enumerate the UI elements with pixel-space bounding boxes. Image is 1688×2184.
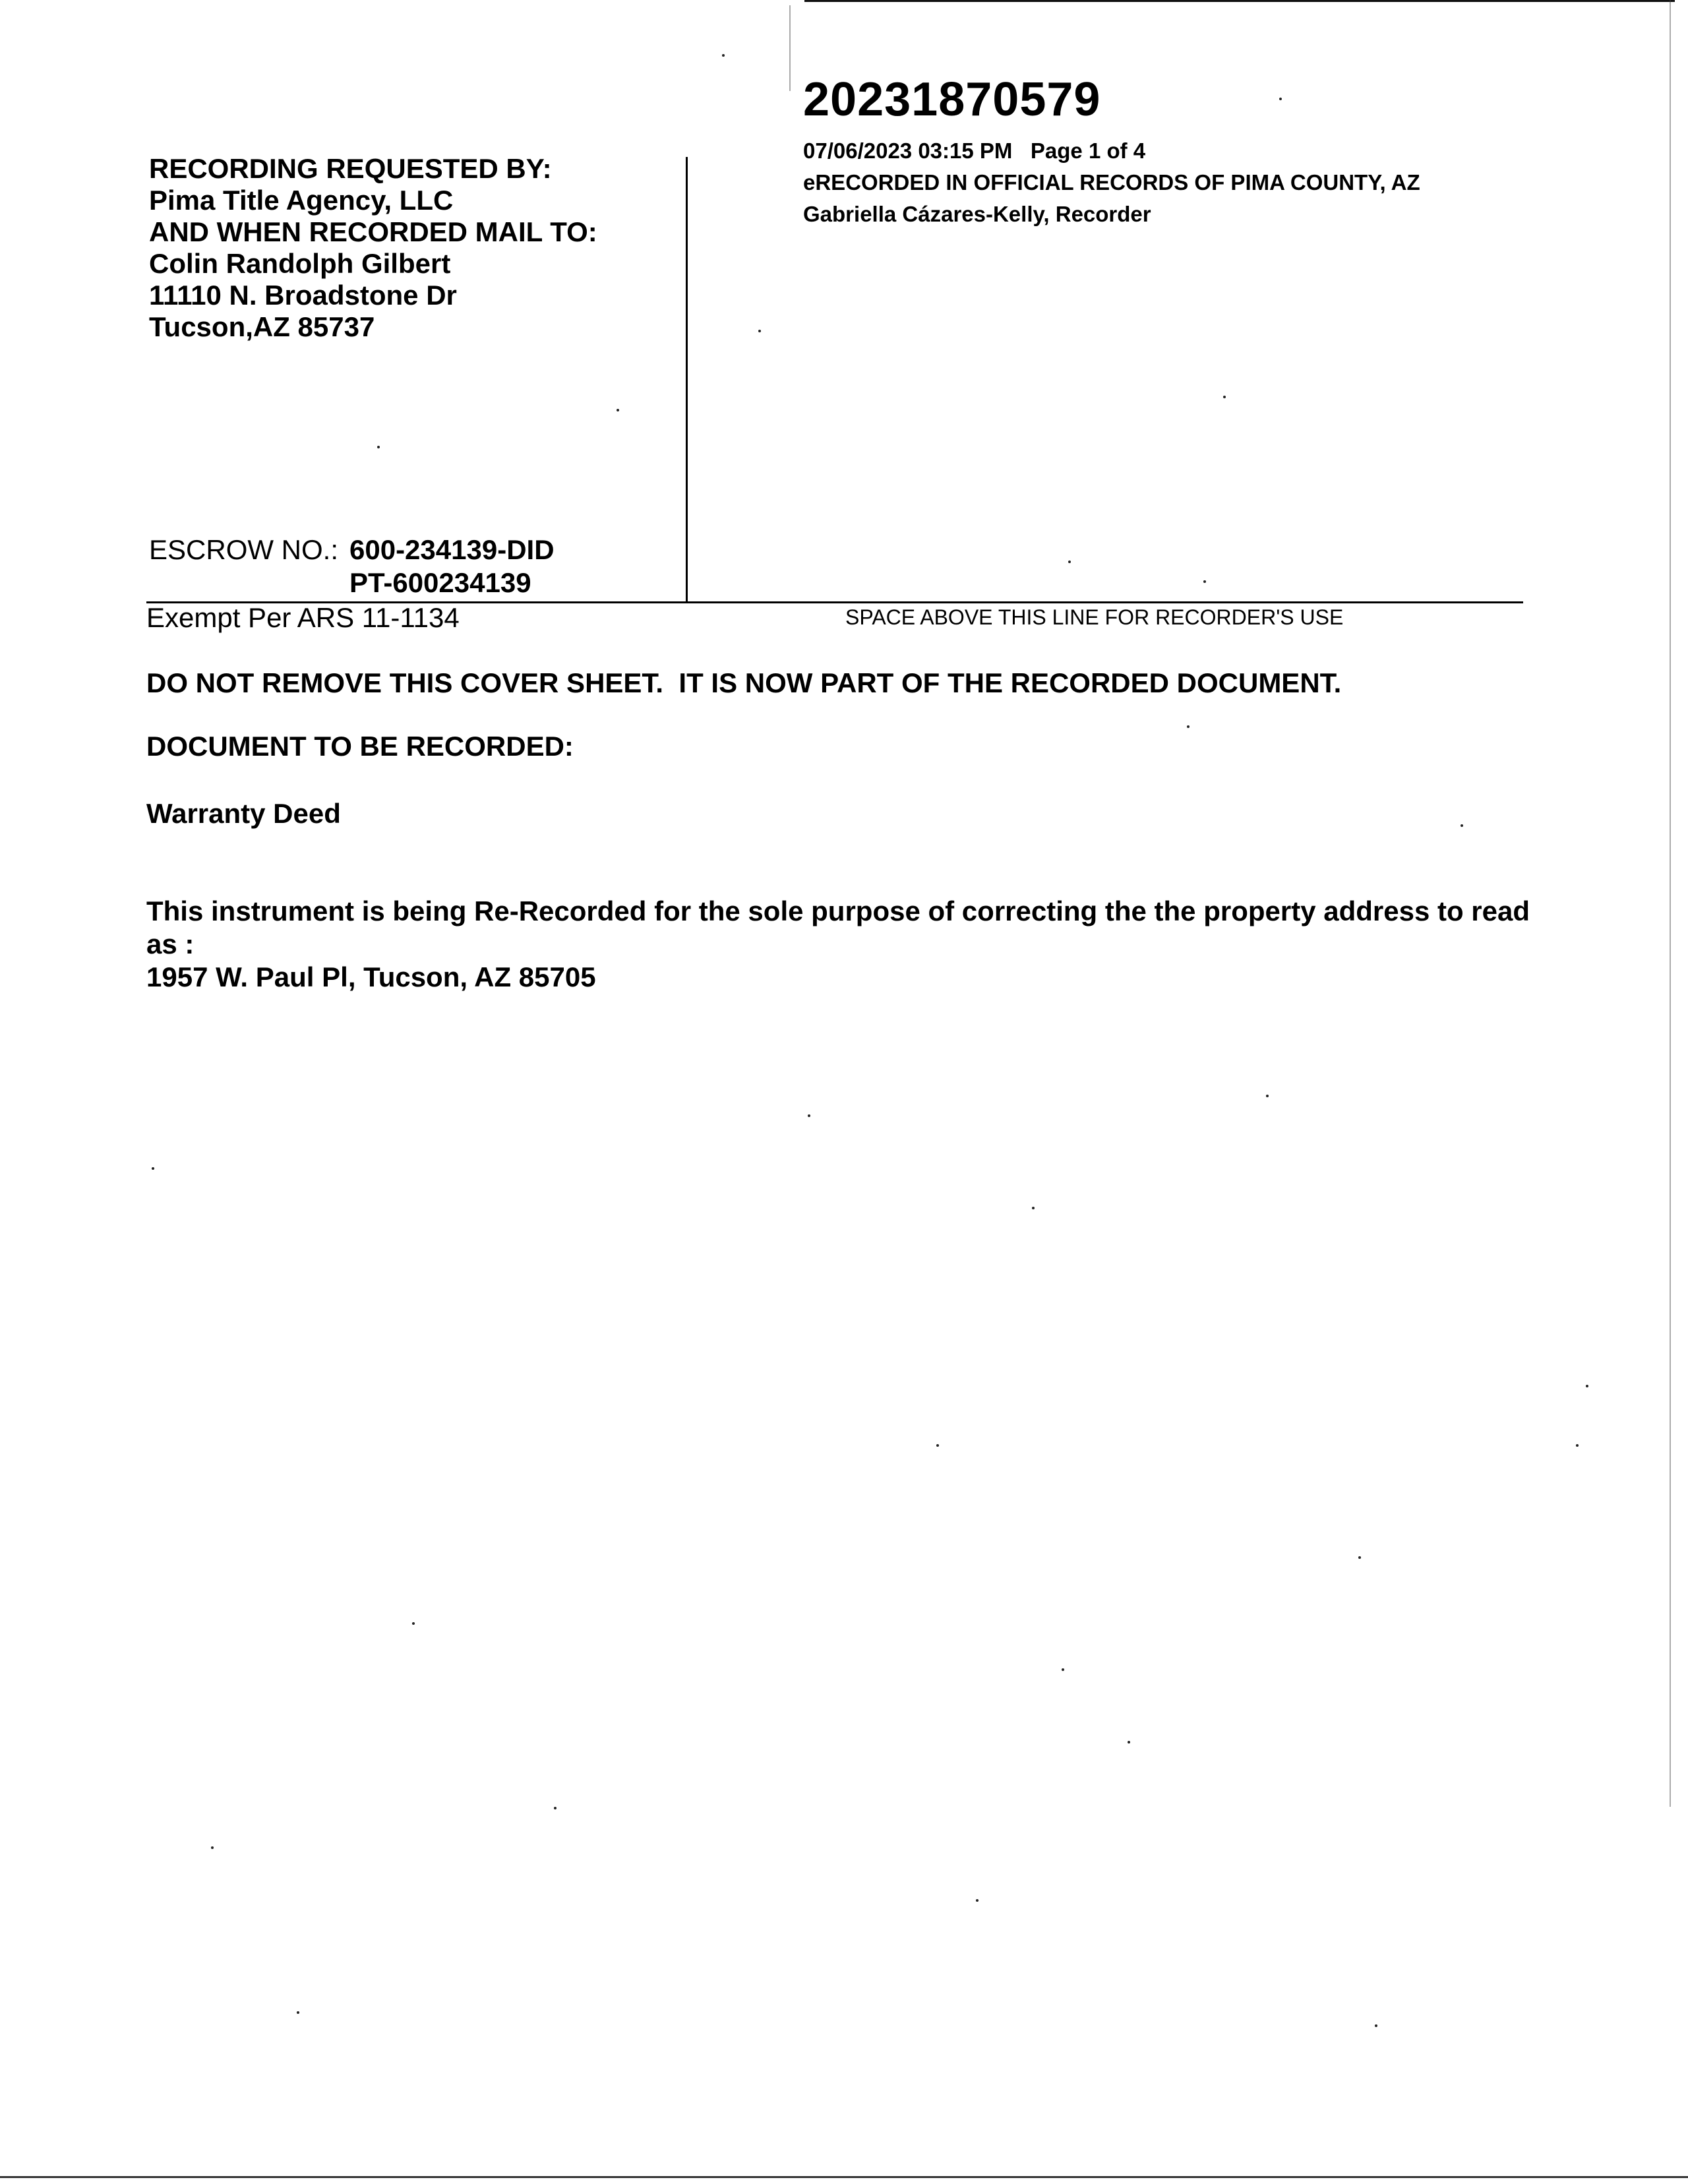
escrow-pt-number: PT-600234139 xyxy=(349,567,531,598)
scan-speck xyxy=(1461,824,1463,827)
document-number: 20231870579 xyxy=(803,73,1101,126)
requested-by-name: Pima Title Agency, LLC xyxy=(149,185,454,216)
mail-to-name: Colin Randolph Gilbert xyxy=(149,248,451,279)
scan-speck xyxy=(554,1807,557,1809)
scan-speck xyxy=(1576,1444,1579,1447)
requested-by-label: RECORDING REQUESTED BY: xyxy=(149,153,552,184)
erecorded-line: eRECORDED IN OFFICIAL RECORDS OF PIMA COUNTY, AZ xyxy=(803,170,1420,195)
property-address: 1957 W. Paul Pl, Tucson, AZ 85705 xyxy=(146,961,596,992)
scan-speck xyxy=(1586,1385,1588,1387)
scan-edge-top xyxy=(804,0,1675,2)
mail-to-label: AND WHEN RECORDED MAIL TO: xyxy=(149,216,597,247)
recorder-use-note: SPACE ABOVE THIS LINE FOR RECORDER'S USE xyxy=(845,605,1344,629)
scan-speck xyxy=(1375,2024,1377,2027)
mail-to-city: Tucson,AZ 85737 xyxy=(149,311,375,342)
escrow-number: 600-234139-DID xyxy=(349,534,555,565)
scan-speck xyxy=(1266,1095,1269,1097)
scan-speck xyxy=(1062,1668,1064,1671)
scan-speck xyxy=(722,54,725,57)
scan-speck xyxy=(211,1846,214,1849)
escrow-label: ESCROW NO.: xyxy=(149,534,339,565)
scan-speck xyxy=(758,330,761,332)
re-record-statement-line-1: This instrument is being Re-Recorded for the sole purpose of correcting the the property address to read xyxy=(146,895,1530,926)
scan-speck xyxy=(297,2011,299,2014)
scan-speck xyxy=(1358,1556,1361,1559)
recording-datetime-page: 07/06/2023 03:15 PM Page 1 of 4 xyxy=(803,138,1146,163)
document-to-be-recorded-label: DOCUMENT TO BE RECORDED: xyxy=(146,731,574,762)
scan-speck xyxy=(412,1622,415,1625)
cover-sheet-warning: DO NOT REMOVE THIS COVER SHEET. IT IS NOW PART OF THE RECORDED DOCUMENT. xyxy=(146,667,1342,698)
scan-speck xyxy=(377,446,380,448)
recording-info-block xyxy=(149,153,597,343)
scan-speck xyxy=(1032,1207,1035,1209)
header-vertical-divider xyxy=(686,157,688,602)
mail-to-street: 11110 N. Broadstone Dr xyxy=(149,280,457,311)
scan-speck xyxy=(617,409,619,411)
scan-speck xyxy=(936,1444,939,1447)
scan-speck xyxy=(1187,725,1190,728)
scan-speck xyxy=(1068,561,1071,563)
scan-speck xyxy=(1128,1741,1130,1744)
scan-speck xyxy=(1279,98,1282,100)
scan-edge-right xyxy=(1670,0,1671,1807)
scan-speck xyxy=(976,1899,979,1902)
scan-speck xyxy=(152,1167,154,1170)
scan-speck xyxy=(1203,580,1206,583)
scan-speck xyxy=(808,1114,810,1117)
scan-artifact-mark xyxy=(789,5,791,91)
scan-speck xyxy=(1223,396,1226,398)
scan-edge-bottom xyxy=(0,2176,1688,2178)
document-type: Warranty Deed xyxy=(146,798,341,829)
exempt-statement: Exempt Per ARS 11-1134 xyxy=(146,602,460,633)
re-record-statement-line-2: as : xyxy=(146,928,195,959)
recorder-name-line: Gabriella Cázares-Kelly, Recorder xyxy=(803,202,1151,226)
